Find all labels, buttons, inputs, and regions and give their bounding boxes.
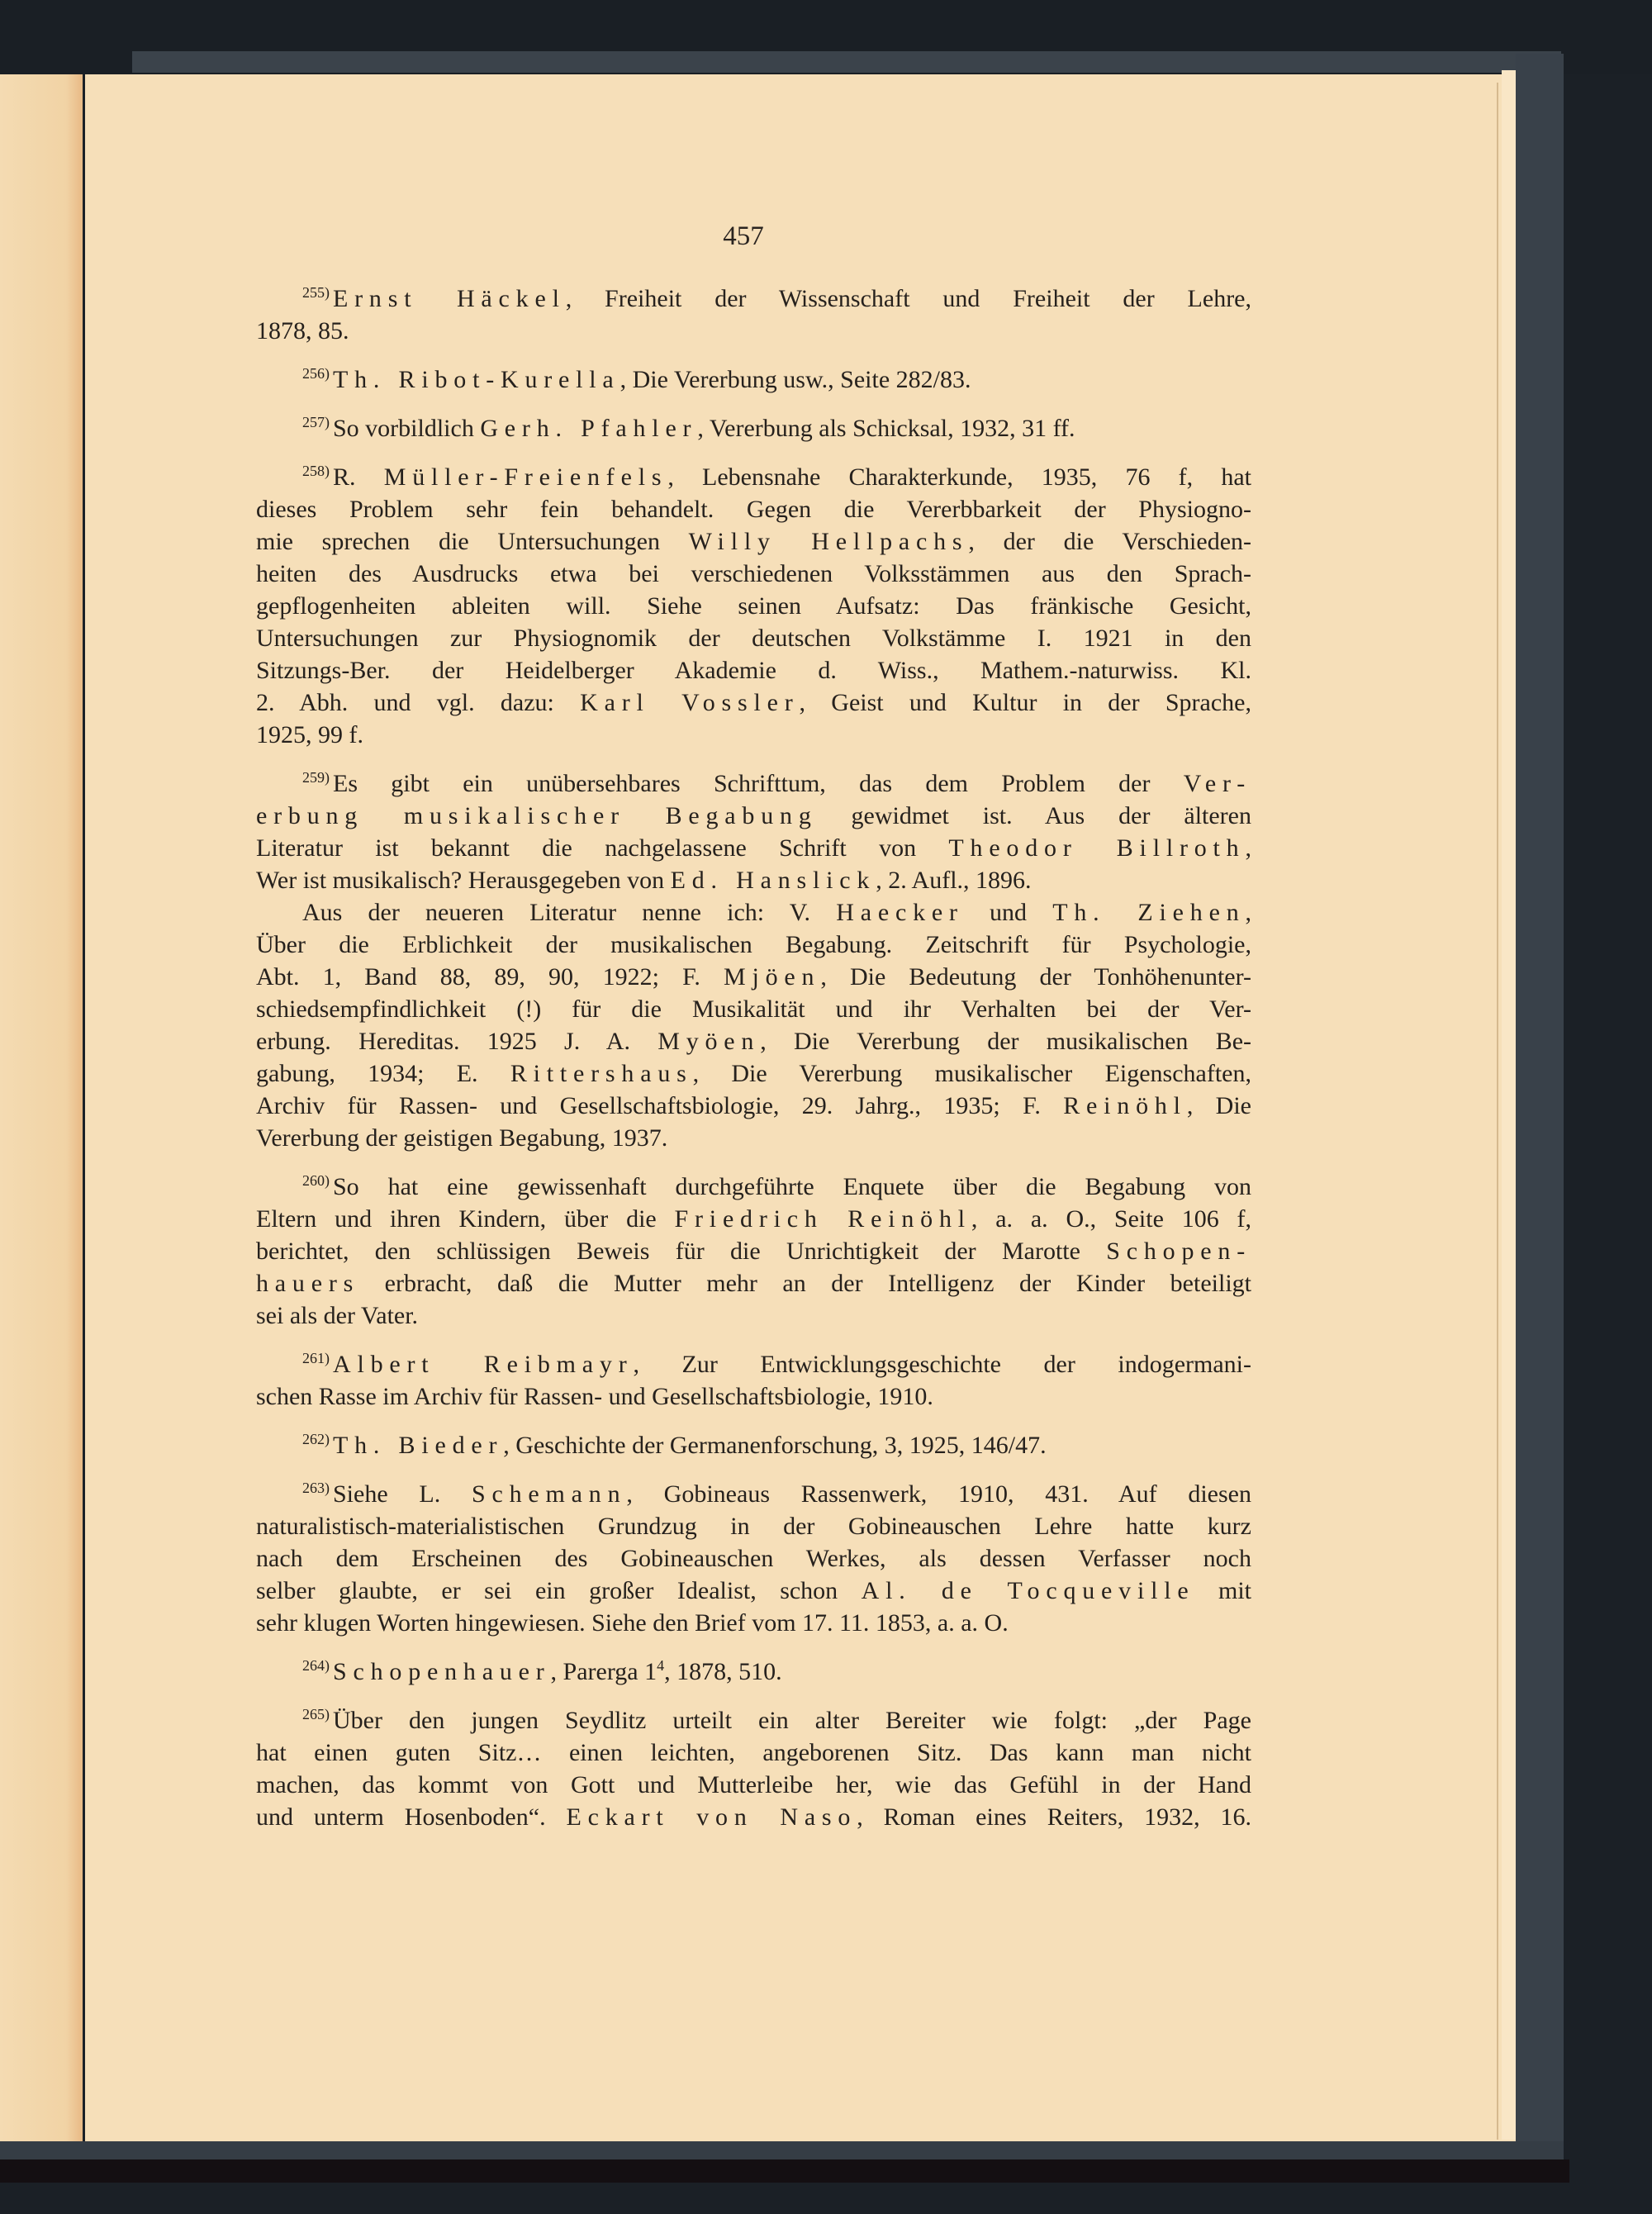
footnote-line bbox=[256, 896, 1251, 929]
text-run: sehr klugen Worten hingewiesen. Siehe den Brief vom 17. 11. 1853, a. a. O. bbox=[256, 1609, 1009, 1637]
footnote-line bbox=[256, 1267, 1251, 1299]
footnote-line bbox=[256, 767, 1251, 800]
text-run: naturalistisch-materialistischen Grundzug in der Gobineauschen Lehre hatte kurz bbox=[256, 1513, 1251, 1540]
spaced-name: erbung musikalischer Begabung bbox=[256, 802, 818, 829]
footnote-line bbox=[256, 719, 1251, 751]
spaced-name: Ernst Häckel bbox=[333, 285, 566, 312]
text-run: erbracht, daß die Mutter mehr an der Intelligenz der Kinder beteiligt bbox=[359, 1270, 1251, 1297]
spaced-name: Willy Hellpachs bbox=[688, 528, 969, 555]
footnote-line bbox=[256, 1380, 1251, 1413]
book-cover-bottom-edge bbox=[0, 2141, 1564, 2159]
footnote bbox=[256, 1348, 1251, 1413]
footnote-number: 256) bbox=[302, 365, 330, 382]
footnote bbox=[256, 363, 1251, 396]
spaced-name: Albert Reibmayr bbox=[333, 1351, 634, 1378]
text-run: , Freiheit der Wissenschaft und Freiheit der Lehre, bbox=[565, 285, 1251, 312]
text-run: , Die Vererbung musikalischer Eigenschaften, bbox=[692, 1060, 1251, 1087]
footnote-line bbox=[256, 1299, 1251, 1332]
text-run: hat einen guten Sitz… einen leichten, angeborenen Sitz. Das kann man nicht bbox=[256, 1739, 1251, 1766]
text-run: schen Rasse im Archiv für Rassen- und Gesellschaftsbiologie, 1910. bbox=[256, 1383, 933, 1410]
text-run: gewidmet ist. Aus der älteren bbox=[817, 802, 1251, 829]
footnote-line bbox=[256, 1769, 1251, 1801]
footnote-line bbox=[256, 993, 1251, 1025]
spaced-name: Th. Bieder bbox=[333, 1432, 504, 1459]
text-run: , Geist und Kultur in der Sprache, bbox=[799, 689, 1251, 716]
footnote-line bbox=[256, 1025, 1251, 1057]
footnote-number: 264) bbox=[302, 1657, 330, 1674]
footnote-line bbox=[256, 929, 1251, 961]
text-run: Siehe L. bbox=[333, 1480, 472, 1508]
text-run: Aus der neueren Literatur nenne ich: V. bbox=[302, 899, 837, 926]
text-run: 1878, 85. bbox=[256, 317, 349, 344]
spaced-name: Müller-Freienfels bbox=[383, 463, 668, 491]
spaced-name: Karl Vossler bbox=[580, 689, 800, 716]
footnote-line bbox=[256, 1542, 1251, 1575]
text-run: , Geschichte der Germanenforschung, 3, 1925, 146/47. bbox=[503, 1432, 1047, 1459]
footnote-line bbox=[256, 1704, 1251, 1737]
page-number: 457 bbox=[723, 221, 764, 251]
footnote-line bbox=[256, 493, 1251, 525]
footnote-line bbox=[256, 1801, 1251, 1833]
text-run: erbung. Hereditas. 1925 J. A. bbox=[256, 1028, 658, 1055]
text-run: Sitzungs-Ber. der Heidelberger Akademie d. Wiss., Mathem.-naturwiss. Kl. bbox=[256, 657, 1251, 684]
footnote-number: 258) bbox=[302, 463, 330, 479]
footnote-line bbox=[256, 1171, 1251, 1203]
spaced-name: Al. de Tocqueville bbox=[861, 1577, 1195, 1604]
text-run: 1925, 99 f. bbox=[256, 721, 363, 748]
text-run: und unterm Hosenboden“. bbox=[256, 1803, 567, 1831]
spaced-name: Ed. Hanslick bbox=[670, 867, 876, 894]
spaced-name: Gerh. Pfahler bbox=[480, 415, 698, 442]
footnote-number: 261) bbox=[302, 1350, 330, 1366]
spaced-name: Reinöhl bbox=[1063, 1092, 1187, 1119]
footnote-line bbox=[256, 558, 1251, 590]
footnote-number: 262) bbox=[302, 1431, 330, 1447]
book-cover-bottom-shadow bbox=[0, 2159, 1569, 2183]
footnote bbox=[256, 1429, 1251, 1461]
footnote-line bbox=[256, 1575, 1251, 1607]
footnote-number: 255) bbox=[302, 284, 330, 301]
footnote-line bbox=[256, 590, 1251, 622]
text-run: berichtet, den schlüssigen Beweis für die Unrichtigkeit der Marotte bbox=[256, 1238, 1107, 1265]
text-run: mie sprechen die Untersuchungen bbox=[256, 528, 689, 555]
footnote bbox=[256, 412, 1251, 444]
footnote-line bbox=[256, 1122, 1251, 1154]
superscript: 4 bbox=[657, 1657, 665, 1674]
footnote-line bbox=[256, 1235, 1251, 1267]
book-spine-band bbox=[132, 51, 1561, 73]
footnote-line bbox=[256, 1348, 1251, 1380]
footnote-line bbox=[256, 622, 1251, 654]
footnote-number: 263) bbox=[302, 1480, 330, 1496]
text-run: , 2. Aufl., 1896. bbox=[876, 867, 1032, 894]
text-run: machen, das kommt von Gott und Mutterleibe her, wie das Gefühl in der Hand bbox=[256, 1771, 1251, 1798]
text-run: sei als der Vater. bbox=[256, 1302, 419, 1329]
text-run: , Vererbung als Schicksal, 1932, 31 ff. bbox=[697, 415, 1075, 442]
spaced-name: Eckart von Naso bbox=[566, 1803, 857, 1831]
footnote-line bbox=[256, 1510, 1251, 1542]
text-run: , der die Verschieden- bbox=[968, 528, 1252, 555]
text-run: Abt. 1, Band 88, 89, 90, 1922; F. bbox=[256, 963, 724, 991]
text-run: , bbox=[1245, 834, 1251, 862]
footnote-number: 257) bbox=[302, 414, 330, 430]
page-stack-edge bbox=[1502, 70, 1516, 2140]
spaced-name: Theodor Billroth bbox=[948, 834, 1246, 862]
text-run: Eltern und ihren Kindern, über die bbox=[256, 1205, 675, 1233]
text-run: , Die Vererbung usw., Seite 282/83. bbox=[620, 366, 971, 393]
text-run: nach dem Erscheinen des Gobineauschen Werkes, als dessen Verfasser noch bbox=[256, 1545, 1251, 1572]
spaced-name: Th. Ziehen bbox=[1052, 899, 1246, 926]
spaced-name: Rittershaus bbox=[510, 1060, 693, 1087]
text-run: , Lebensnahe Charakterkunde, 1935, 76 f, hat bbox=[667, 463, 1251, 491]
text-run: und bbox=[963, 899, 1053, 926]
text-run: heiten des Ausdrucks etwa bei verschiedenen Volksstämmen aus den Sprach- bbox=[256, 560, 1251, 587]
text-run: gabung, 1934; E. bbox=[256, 1060, 510, 1087]
footnote bbox=[256, 1478, 1251, 1639]
text-run: , bbox=[1245, 899, 1251, 926]
spaced-name: Schopen- bbox=[1106, 1238, 1251, 1265]
footnote-line bbox=[256, 1656, 1251, 1688]
footnote-line bbox=[256, 1429, 1251, 1461]
spaced-name: hauers bbox=[256, 1270, 360, 1297]
spaced-name: Myöen bbox=[657, 1028, 761, 1055]
spaced-name: Th. Ribot-Kurella bbox=[333, 366, 620, 393]
footnote-line bbox=[256, 283, 1251, 315]
footnote-line bbox=[256, 800, 1251, 832]
footnote-line bbox=[256, 654, 1251, 687]
footnote bbox=[256, 283, 1251, 347]
page-stack-edge bbox=[1497, 83, 1498, 2140]
spaced-name: Schemann bbox=[472, 1480, 627, 1508]
footnote-line bbox=[256, 525, 1251, 558]
footnote-line bbox=[256, 1478, 1251, 1510]
text-run: Es gibt ein unübersehbares Schrifttum, das dem Problem der bbox=[333, 770, 1184, 797]
text-run: , Parerga 1 bbox=[550, 1658, 657, 1685]
spaced-name: Haecker bbox=[836, 899, 964, 926]
facing-page-edge bbox=[0, 74, 83, 2141]
footnote-line bbox=[256, 1737, 1251, 1769]
spaced-name: Schopenhauer bbox=[333, 1658, 551, 1685]
text-run: , Die Vererbung der musikalischen Be- bbox=[760, 1028, 1252, 1055]
text-run: Über den jungen Seydlitz urteilt ein alter Bereiter wie folgt: „der Page bbox=[333, 1707, 1251, 1734]
text-run: Über die Erblichkeit der musikalischen Begabung. Zeitschrift für Psychologie, bbox=[256, 931, 1251, 958]
text-run: , a. a. O., Seite 106 f, bbox=[971, 1205, 1252, 1233]
footnote-line bbox=[256, 1203, 1251, 1235]
footnote-line bbox=[256, 1057, 1251, 1090]
text-run: , Gobineaus Rassenwerk, 1910, 431. Auf diesen bbox=[626, 1480, 1251, 1508]
footnote-line bbox=[256, 461, 1251, 493]
spaced-name: Friedrich Reinöhl bbox=[674, 1205, 971, 1233]
text-run: schiedsempfindlichkeit (!) für die Musikalität und ihr Verhalten bei der Ver- bbox=[256, 995, 1251, 1023]
text-run: , Roman eines Reiters, 1932, 16. bbox=[857, 1803, 1252, 1831]
text-run: Wer ist musikalisch? Herausgegeben von bbox=[256, 867, 671, 894]
text-run: mit bbox=[1194, 1577, 1251, 1604]
text-run: Literatur ist bekannt die nachgelassene Schrift von bbox=[256, 834, 949, 862]
footnote-number: 259) bbox=[302, 769, 330, 786]
footnote bbox=[256, 767, 1251, 1154]
text-run: So hat eine gewissenhaft durchgeführte Enquete über die Begabung von bbox=[333, 1173, 1251, 1200]
text-run: Untersuchungen zur Physiognomik der deutschen Volkstämme I. 1921 in den bbox=[256, 625, 1251, 652]
footnote bbox=[256, 1704, 1251, 1833]
spaced-name: Mjöen bbox=[724, 963, 821, 991]
text-run: , Die bbox=[1186, 1092, 1251, 1119]
footnote bbox=[256, 1171, 1251, 1332]
footnote-line bbox=[256, 315, 1251, 347]
text-run: 2. Abh. und vgl. dazu: bbox=[256, 689, 581, 716]
spaced-name: Ver- bbox=[1183, 770, 1251, 797]
footnote-line bbox=[256, 832, 1251, 864]
footnotes-body bbox=[256, 283, 1251, 1850]
footnote bbox=[256, 461, 1251, 751]
text-run: R. bbox=[333, 463, 384, 491]
footnote-line bbox=[256, 412, 1251, 444]
footnote-line bbox=[256, 864, 1251, 896]
footnote-line bbox=[256, 1090, 1251, 1122]
text-run: , Zur Entwicklungsgeschichte der indogermani- bbox=[633, 1351, 1251, 1378]
footnote-number: 260) bbox=[302, 1172, 330, 1189]
text-run: dieses Problem sehr fein behandelt. Gegen die Vererbbarkeit der Physiogno- bbox=[256, 496, 1251, 523]
footnote bbox=[256, 1656, 1251, 1688]
footnote-line bbox=[256, 961, 1251, 993]
footnote-line bbox=[256, 1607, 1251, 1639]
footnote-line bbox=[256, 363, 1251, 396]
text-run: , Die Bedeutung der Tonhöhenunter- bbox=[820, 963, 1251, 991]
book-cover-right-edge bbox=[1516, 54, 1564, 2164]
footnote-line bbox=[256, 687, 1251, 719]
text-run: Archiv für Rassen- und Gesellschaftsbiologie, 29. Jahrg., 1935; F. bbox=[256, 1092, 1064, 1119]
footnote-number: 265) bbox=[302, 1706, 330, 1722]
text-run: , 1878, 510. bbox=[664, 1658, 782, 1685]
text-run: So vorbildlich bbox=[333, 415, 481, 442]
text-run: selber glaubte, er sei ein großer Idealist, schon bbox=[256, 1577, 862, 1604]
text-run: gepflogenheiten ableiten will. Siehe seinen Aufsatz: Das fränkische Gesicht, bbox=[256, 592, 1251, 620]
text-run: Vererbung der geistigen Begabung, 1937. bbox=[256, 1124, 668, 1152]
